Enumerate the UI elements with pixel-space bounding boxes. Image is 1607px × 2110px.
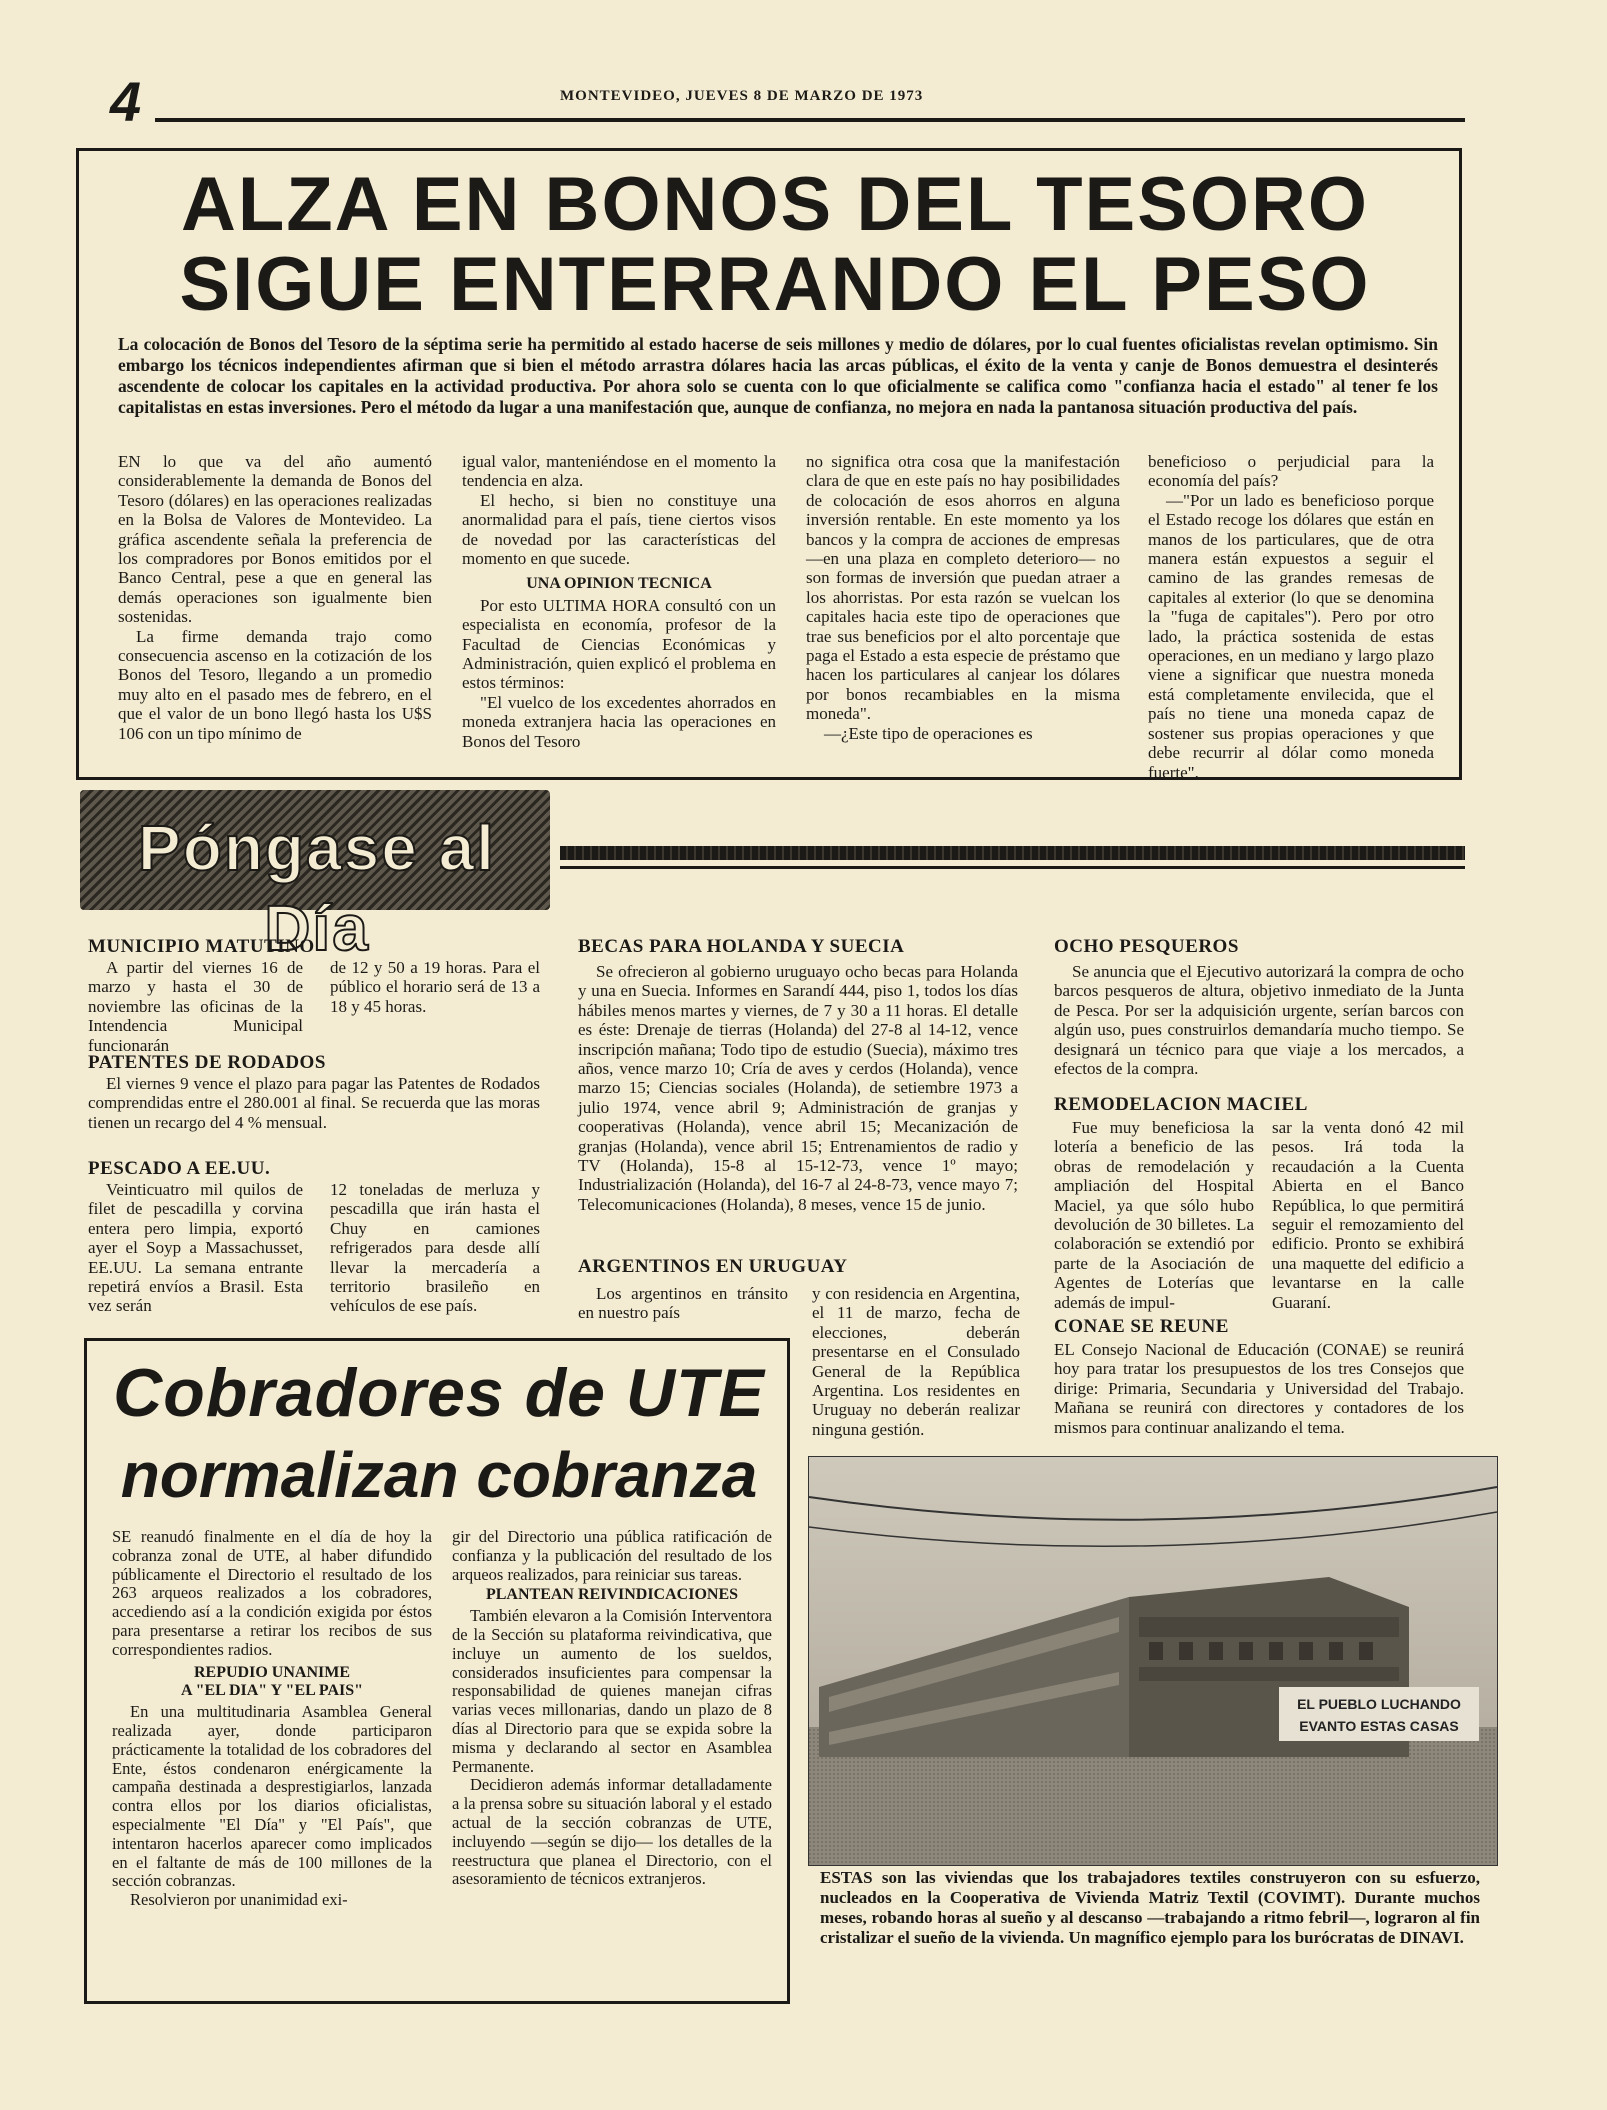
brief-maciel-col-b xyxy=(1272,1118,1464,1314)
brief-title-pescado: PESCADO A EE.UU. xyxy=(88,1158,271,1179)
masthead-rule xyxy=(155,118,1465,122)
photo-banner-line-2: EVANTO ESTAS CASAS xyxy=(1299,1718,1459,1734)
lead-deck: La colocación de Bonos del Tesoro de la séptima serie ha permitido al estado hacerse de seis millones y medio de dólares, por lo cual fuentes oficialistas revelan optimismo. Sin embargo los técnicos independientes afirman que si bien el método arrastra dólares hacia las arcas públicas, el éxito de la venta y canje de Bonos demuestra el desinterés ascendente de colocar los capitales en la actividad productiva. Por ahora solo se cuenta con lo que oficialmente se califica como "confianza hacia el estado" al tener fe los capitalistas en estas inversiones. Pero el método da lugar a una manifestación que, aunque de confianza, no mejora en nada la pantanosa situación productiva del país. xyxy=(118,334,1438,417)
brief-ocho-pesqueros xyxy=(1054,962,1464,1092)
ute-col2-paragraph-2: También elevaron a la Comisión Interventora de la Sección su plataforma reivindicativa, que incluye un aumento de los sueldos, considerados insuficientes para compensar la responsabilidad de quienes manejan cifras varias veces millonarias, dando un plazo de 8 días al Directorio para que se expida sobre la misma y declarando al sector en Asamblea Permanente. xyxy=(452,1606,772,1776)
brief-pescado-col-b xyxy=(330,1180,540,1320)
brief-becas-text: Se ofrecieron al gobierno uruguayo ocho becas para Holanda y una en Suecia. Informes en Sarandí 444, piso 1, todos los días hábiles menos martes y viernes, de 7 y 30 a 11 horas. El detalle es éste: Drenaje de tierras (Holanda) del 27-8 al 14-12, vence inscripción mañana; Todo tipo de estudio (Suecia), máximo tres años, vence marzo 10; Cría de aves y cerdos (Holanda), vence marzo 15; Ciencias sociales (Holanda), de setiembre 1973 a julio 1974, vence abril 9; Administración de granjas y cooperativas (Holanda), vence abril 15; Mecanización de granjas (Holanda), vence abril 15; Entrenamientos de radio y TV (Holanda), 15-8 al 15-12-73, vence 1º mayo; Industrialización (Holanda), del 16-7 al 24-8-73, vence mayo 7; Telecomunicaciones (Holanda), 8 meses, vence 15 de junio. xyxy=(578,962,1018,1214)
brief-pescado-col-a xyxy=(88,1180,303,1320)
ute-col1-paragraph-1: SE reanudó finalmente en el día de hoy la cobranza zonal de UTE, al haber difundido públicamente el Directorio el resultado de los 263 arqueos realizados a los cobradores, accediendo así a la condición exigida por éstos para presentarse a retirar los recibos de sus correspondientes radios. xyxy=(112,1527,432,1659)
ute-col1-subhead-2: A "EL DIA" Y "EL PAIS" xyxy=(180,1682,364,1700)
lead-col4-paragraph-2: —"Por un lado es beneficioso porque el Estado recoge los dólares que están en manos de los particulares, que de otra manera están expuestos a seguir el camino de las grandes remesas de capitales al exterior (lo que se denomina la "fuga de capitales"). Pero por otro lado, la práctica sostenida de estas operaciones, en un mediano y largo plazo viene a significar que nuestra moneda está completamente envilecida, que el país no tiene una moneda capaz de sostener sus propias operaciones y que debe recurrir al dólar como moneda fuerte". xyxy=(1148,490,1434,782)
ute-column-1 xyxy=(112,1528,432,1992)
lead-col1-paragraph-1: EN lo que va del año aumentó considerablemente la demanda de Bonos del Tesoro (dólares) en las operaciones realizadas en la Bolsa de Valores de Montevideo. La gráfica ascendente señala la preferencia de los compradores por Bonos emitidos por el Banco Central, pese a que en general las demás operaciones son igualmente bien sostenidas. xyxy=(118,452,432,627)
lead-col2-paragraph-1: igual valor, manteniéndose en el momento la tendencia en alza. xyxy=(462,452,776,491)
ute-col1-paragraph-3: Resolvieron por unanimidad exi- xyxy=(130,1890,348,1910)
section-logo-text: Póngase al Día xyxy=(138,812,496,964)
page-number: 4 xyxy=(110,70,142,133)
brief-title-maciel: REMODELACION MACIEL xyxy=(1054,1094,1308,1115)
ute-headline-line-1: Cobradores de UTE xyxy=(113,1355,765,1431)
lead-col3-paragraph-1: no significa otra cosa que la manifestación clara de que en este país no hay posibilidades de colocación de esos ahorros en alguna inversión rentable. En este momento ya los bancos y la compra de acciones de empresas —en una plaza en completo deterioro— no son formas de inversión que puedan atraer a los ahorristas. Por esta razón se vuelcan los capitales hacia este tipo de operaciones que trae sus beneficios por el alto porcentaje que paga el Estado a esta especie de préstamo que hacen los particulares al canjear los dólares por bonos recambiables en la misma moneda". xyxy=(806,452,1120,724)
lead-column-1 xyxy=(118,452,432,770)
lead-col2-paragraph-3: Por esto ULTIMA HORA consultó con un especialista en economía, profesor de la Facultad de Ciencias Económicas y Administración, quien explicó el problema en estos términos: xyxy=(462,595,776,693)
brief-maciel-col-a xyxy=(1054,1118,1254,1314)
lead-column-4 xyxy=(1148,452,1434,782)
ute-col2-paragraph-3: Decidieron además informar detalladamente a la prensa sobre su situación laboral y el estado actual de la sección cobranzas de UTE, incluyendo —según se dijo— los detalles de la reestructura que planea el Directorio, con el asesoramiento de técnicos extranjeros. xyxy=(452,1775,772,1889)
brief-conae-text: EL Consejo Nacional de Educación (CONAE) se reunirá hoy para tratar los presupuestos de los tres Consejos que dirige: Primaria, Secundaria y Universidad del Trabajo. Mañana se reunirá con directores y contadores de los mismos para continuar analizando el tema. xyxy=(1054,1340,1464,1437)
brief-municipio-text-a: A partir del viernes 16 de marzo y hasta el 30 de noviembre las oficinas de la Intendencia Municipal funcionarán xyxy=(88,958,303,1055)
brief-title-argentinos: ARGENTINOS EN URUGUAY xyxy=(578,1256,848,1277)
brief-title-municipio: MUNICIPIO MATUTINO xyxy=(88,936,315,957)
photo-caption xyxy=(820,1868,1480,1968)
brief-conae xyxy=(1054,1340,1464,1444)
ute-col1-paragraph-2: En una multitudinaria Asamblea General realizada ayer, donde participaron prácticamente la totalidad de los cobradores del Ente, éstos condenaron enérgicamente la campaña destinada a desprestigiarlos, lanzada contra ellos por los diarios oficialistas, especialmente "El Día" y "El País", que intentaron hacerlos aparecer como implicados en el faltante de más de 100 millones de la sección cobranzas. xyxy=(112,1702,432,1891)
ute-col2-subhead: PLANTEAN REIVINDICACIONES xyxy=(485,1586,739,1604)
lead-col3-paragraph-2: —¿Este tipo de operaciones es xyxy=(824,723,1033,743)
lead-column-3 xyxy=(806,452,1120,770)
brief-title-ocho-pesqueros: OCHO PESQUEROS xyxy=(1054,936,1239,957)
brief-title-conae: CONAE SE REUNE xyxy=(1054,1316,1229,1337)
brief-patentes xyxy=(88,1074,540,1154)
lead-headline-line-2: SIGUE ENTERRANDO EL PESO xyxy=(179,242,1371,327)
brief-argentinos-text-a: Los argentinos en tránsito en nuestro país xyxy=(578,1284,788,1323)
brief-title-patentes: PATENTES DE RODADOS xyxy=(88,1052,326,1073)
brief-pescado-text-b: 12 toneladas de merluza y pescadilla que irán hasta el Chuy en camiones refrigerados para desde allí llevar la mercadería a territorio brasileño en vehículos de ese país. xyxy=(330,1180,540,1316)
lead-headline-line-1: ALZA EN BONOS DEL TESORO xyxy=(180,162,1370,247)
brief-argentinos-text-b: y con residencia en Argentina, el 11 de marzo, fecha de elecciones, deberán presentarse en el Consulado General de la República Argentina. Los residentes en Uruguay no deberán realizar ninguna gestión. xyxy=(812,1284,1020,1439)
ute-headline-line-2: normalizan cobranza xyxy=(120,1439,758,1511)
lead-col4-paragraph-1: beneficioso o perjudicial para la economía del país? xyxy=(1148,452,1434,491)
brief-argentinos-col-b xyxy=(812,1284,1020,1444)
brief-maciel-text-b: sar la venta donó 42 mil pesos. Irá toda la recaudación a la Cuenta Abierta en el Banco República, lo que permitirá seguir el remozamiento del edificio. Pronto se exhibirá una maquette del edificio a levantarse en la calle Guaraní. xyxy=(1272,1118,1464,1312)
lead-column-2 xyxy=(462,452,776,770)
brief-patentes-text: El viernes 9 vence el plazo para pagar las Patentes de Rodados comprendidas entre el 280.001 al final. Se recuerda que las moras tienen un recargo del 4 % mensual. xyxy=(88,1074,540,1132)
ute-col2-paragraph-1: gir del Directorio una pública ratificación de confianza y la publicación del resultado de los arqueos realizados, para reiniciar sus tareas. xyxy=(452,1527,772,1584)
brief-becas xyxy=(578,962,1018,1252)
brief-maciel-text-a: Fue muy beneficiosa la lotería a beneficio de las obras de remodelación y ampliación del Hospital Maciel, ya que sólo hubo devolución de 30 billetes. La colaboración se extendió por parte de la Asociación de Agentes de Loterías que además de impul- xyxy=(1054,1118,1254,1312)
brief-ocho-text: Se anuncia que el Ejecutivo autorizará la compra de ocho barcos pesqueros de altura, objetivo inmediato de la Junta de Pesca. Por ser la adquisición urgente, serían barcos con algún uso, pues construirlos demandaría mucho tiempo. Se designará un técnico para que viaje a los mercados, a efectos de la compra. xyxy=(1054,962,1464,1079)
section-rule-thin xyxy=(560,866,1465,869)
section-rule xyxy=(560,846,1465,860)
dateline: MONTEVIDEO, JUEVES 8 DE MARZO DE 1973 xyxy=(560,88,924,104)
photo-banner-line-1: EL PUEBLO LUCHANDO xyxy=(1297,1696,1461,1712)
lead-col2-paragraph-2: El hecho, si bien no constituye una anormalidad para el país, tiene ciertos visos de novedad por las características del momento en que sucede. xyxy=(462,490,776,569)
brief-title-becas: BECAS PARA HOLANDA Y SUECIA xyxy=(578,936,905,957)
photo-caption-text: ESTAS son las viviendas que los trabajadores textiles construyeron con su esfuerzo, nucleados en la Cooperativa de Vivienda Matriz Textil (COVIMT). Durante muchos meses, robando horas al sueño y al descanso —trabajando a ritmo febril—, lograron al fin cristalizar el sueño de la vivienda. Un magnífico ejemplo para los burócratas de DINAVI. xyxy=(820,1868,1480,1947)
ute-headline xyxy=(104,1350,774,1514)
brief-pescado-text-a: Veinticuatro mil quilos de filet de pescadilla y corvina entera pero limpia, exportó ayer el Soyp a Massachusset, EE.UU. La semana entrante repetirá envíos a Brasil. Esta vez serán xyxy=(88,1180,303,1316)
lead-col2-subhead: UNA OPINION TECNICA xyxy=(526,575,712,593)
lead-col2-paragraph-4: "El vuelco de los excedentes ahorrados en moneda extranjera hacia las operaciones en Bonos del Tesoro xyxy=(462,692,776,751)
brief-municipio-text-b: de 12 y 50 a 19 horas. Para el público el horario será de 13 a 18 y 45 horas. xyxy=(330,958,540,1016)
lead-headline xyxy=(115,162,1435,327)
housing-photo-image xyxy=(809,1457,1497,1865)
ute-column-2 xyxy=(452,1528,772,1992)
ute-col1-subhead-1: REPUDIO UNANIME xyxy=(194,1663,350,1681)
lead-col1-paragraph-2: La firme demanda trajo como consecuencia ascenso en la cotización de los Bonos del Tesoro, llegando a un promedio muy alto en el pasado mes de febrero, en el que el valor de un bono llegó hasta los U$S 106 con un tipo mínimo de xyxy=(118,626,432,743)
housing-photo xyxy=(808,1456,1498,1866)
